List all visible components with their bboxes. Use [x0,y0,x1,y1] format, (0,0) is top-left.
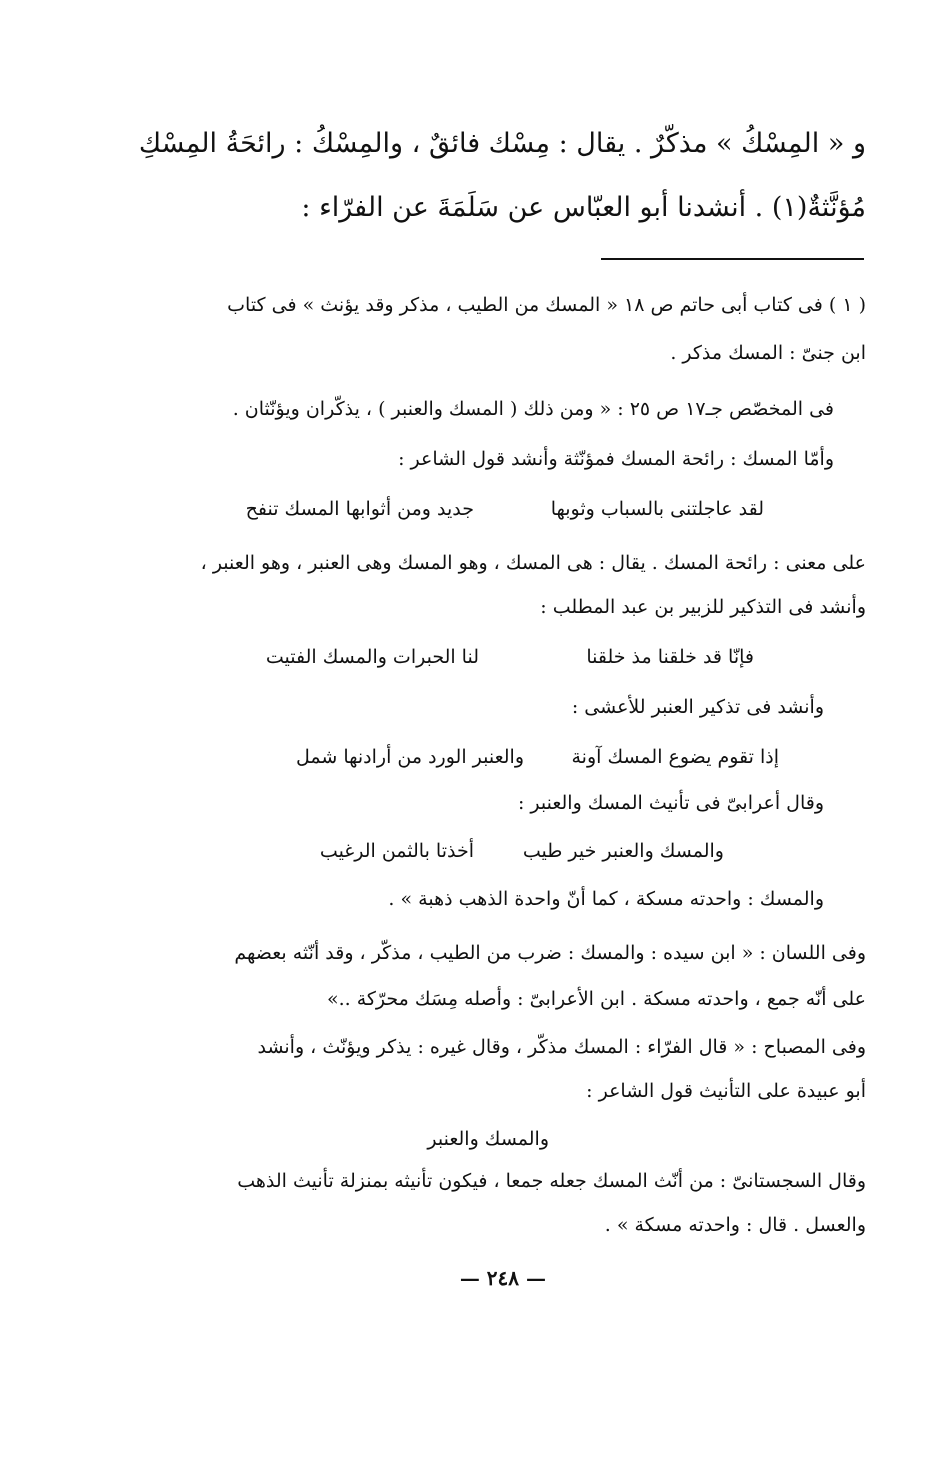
footnote-p1-line-1: ( ١ ) فى كتاب أبى حاتم ص ١٨ « المسك من الطيب ، مذكر وقد يؤنث » فى كتاب [227,294,866,316]
footnote-p10-line-1: وقال السجستانىّ : من أنّث المسك جعله جمعا ، فيكون تأنيثه بمنزلة تأنيث الذهب [237,1170,866,1192]
main-text-line-1: و « المِسْكُ » مذكّرٌ . يقال : مِسْك فائقٌ ، والمِسْكُ : رائحَةُ المِسْكِ [138,128,866,159]
footnote-p6: وقال أعرابىّ فى تأنيث المسك والعنبر : [517,792,824,814]
footnote-p8-line-1: وفى اللسان : « ابن سيده : والمسك : ضرب من الطيب ، مذكّر ، وقد أنّثه بعضهم [234,942,866,964]
verse-3-second-hemistich: والعنبر الورد من أرادنها شمل [296,746,524,768]
footnote-p4-line-2: وأنشد فى التذكير للزبير بن عبد المطلب : [540,596,866,618]
main-text-line-2: مُؤنَّثةٌ(١) . أنشدنا أبو العبّاس عن سَلَمَةَ عن الفرّاء : [301,192,866,223]
footnote-p1-line-2: ابن جنىّ : المسك مذكر . [670,342,866,364]
footnote-p5: وأنشد فى تذكير العنبر للأعشى : [571,696,824,718]
footnote-p3: وأمّا المسك : رائحة المسك فمؤنّثة وأنشد قول الشاعر : [398,448,834,470]
verse-4-second-hemistich: أخذتا بالثمن الرغيب [319,840,474,862]
verse-2-first-hemistich: فإنّا قد خلقنا مذ خلقنا [586,646,754,668]
footnote-p7: والمسك : واحدته مسكة ، كما أنّ واحدة الذهب ذهبة » . [388,888,824,910]
verse-4-first-hemistich: والمسك والعنبر خير طيب [522,840,724,862]
verse-2-second-hemistich: لنا الحبرات والمسك الفتيت [265,646,479,668]
verse-1-second-hemistich: جديد ومن أثوابها المسك تنفح [245,498,474,520]
footnote-p2: فى المخصّص جـ١٧ ص ٢٥ : « ومن ذلك ( المسك والعنبر ) ، يذكّران ويؤنّثان . [232,398,834,420]
verse-1-first-hemistich: لقد عاجلتنى بالسباب وثوبها [550,498,764,520]
verse-5: والمسك والعنبر [427,1128,549,1150]
page-number: — ٢٤٨ — [459,1266,546,1290]
footnote-p10-line-2: والعسل . قال : واحدته مسكة » . [604,1214,866,1236]
footnote-p9-line-1: وفى المصباح : « قال الفرّاء : المسك مذكّر ، وقال غيره : يذكر ويؤنّث ، وأنشد [257,1036,866,1058]
footnote-separator [601,258,864,260]
footnote-p9-line-2: أبو عبيدة على التأنيث قول الشاعر : [586,1080,866,1102]
footnote-p4-line-1: على معنى : رائحة المسك . يقال : هى المسك ، وهو المسك وهى العنبر ، وهو العنبر ، [200,552,866,574]
verse-3-first-hemistich: إذا تقوم يضوع المسك آونة [571,746,779,768]
footnote-p8-line-2: على أنّه جمع ، واحدته مسكة . ابن الأعرابىّ : وأصله مِسَك محرّكة ..» [326,988,866,1010]
